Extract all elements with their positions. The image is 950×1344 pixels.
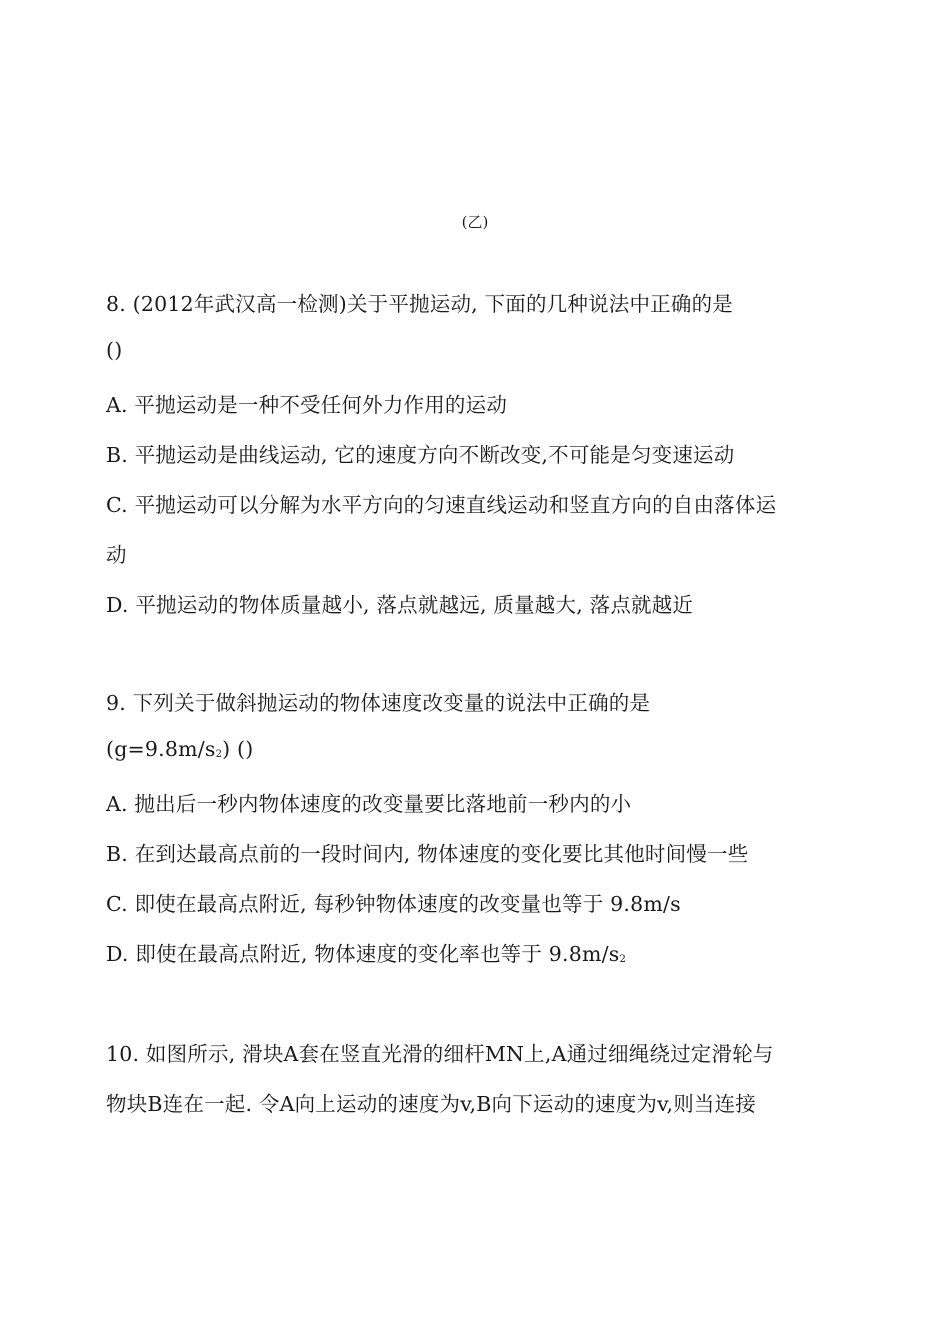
question-9-option-c: C. 即使在最高点附近, 每秒钟物体速度的改变量也等于 9.8m/s xyxy=(106,892,681,916)
question-8-stem-line1: 8. (2012年武汉高一检测)关于平抛运动, 下面的几种说法中正确的是 xyxy=(106,292,733,316)
question-10-stem-line2: 物块B连在一起. 令A向上运动的速度为v,B向下运动的速度为v,则当连接 xyxy=(106,1092,756,1116)
question-8-option-d: D. 平抛运动的物体质量越小, 落点就越远, 质量越大, 落点就越近 xyxy=(106,593,694,617)
question-8-option-c-line2: 动 xyxy=(106,543,127,567)
question-9-stem-line2 xyxy=(106,737,253,761)
question-9-stem-line2-subscript: 2 xyxy=(215,749,223,760)
question-10-stem-line1: 10. 如图所示, 滑块A套在竖直光滑的细杆MN上,A通过细绳绕过定滑轮与 xyxy=(106,1042,774,1066)
question-9-stem-line1: 9. 下列关于做斜抛运动的物体速度改变量的说法中正确的是 xyxy=(106,691,651,715)
question-9-option-d-text: D. 即使在最高点附近, 物体速度的变化率也等于 9.8m/s xyxy=(106,942,620,966)
question-8-option-a: A. 平抛运动是一种不受任何外力作用的运动 xyxy=(106,393,508,417)
question-8-option-c-line1: C. 平抛运动可以分解为水平方向的匀速直线运动和竖直方向的自由落体运 xyxy=(106,493,777,517)
question-9-option-b: B. 在到达最高点前的一段时间内, 物体速度的变化要比其他时间慢一些 xyxy=(106,842,749,866)
question-9-stem-line2-text: (g=9.8m/s xyxy=(106,737,216,761)
question-9-option-a: A. 抛出后一秒内物体速度的改变量要比落地前一秒内的小 xyxy=(106,792,632,816)
figure-caption: (乙) xyxy=(461,213,489,231)
question-8-stem-line2: () xyxy=(106,338,123,362)
question-9-option-d-subscript: 2 xyxy=(619,954,627,965)
question-9-stem-line2-tail: ) () xyxy=(222,737,254,761)
question-9-option-d xyxy=(106,937,626,967)
question-8-option-b: B. 平抛运动是曲线运动, 它的速度方向不断改变,不可能是匀变速运动 xyxy=(106,443,735,467)
